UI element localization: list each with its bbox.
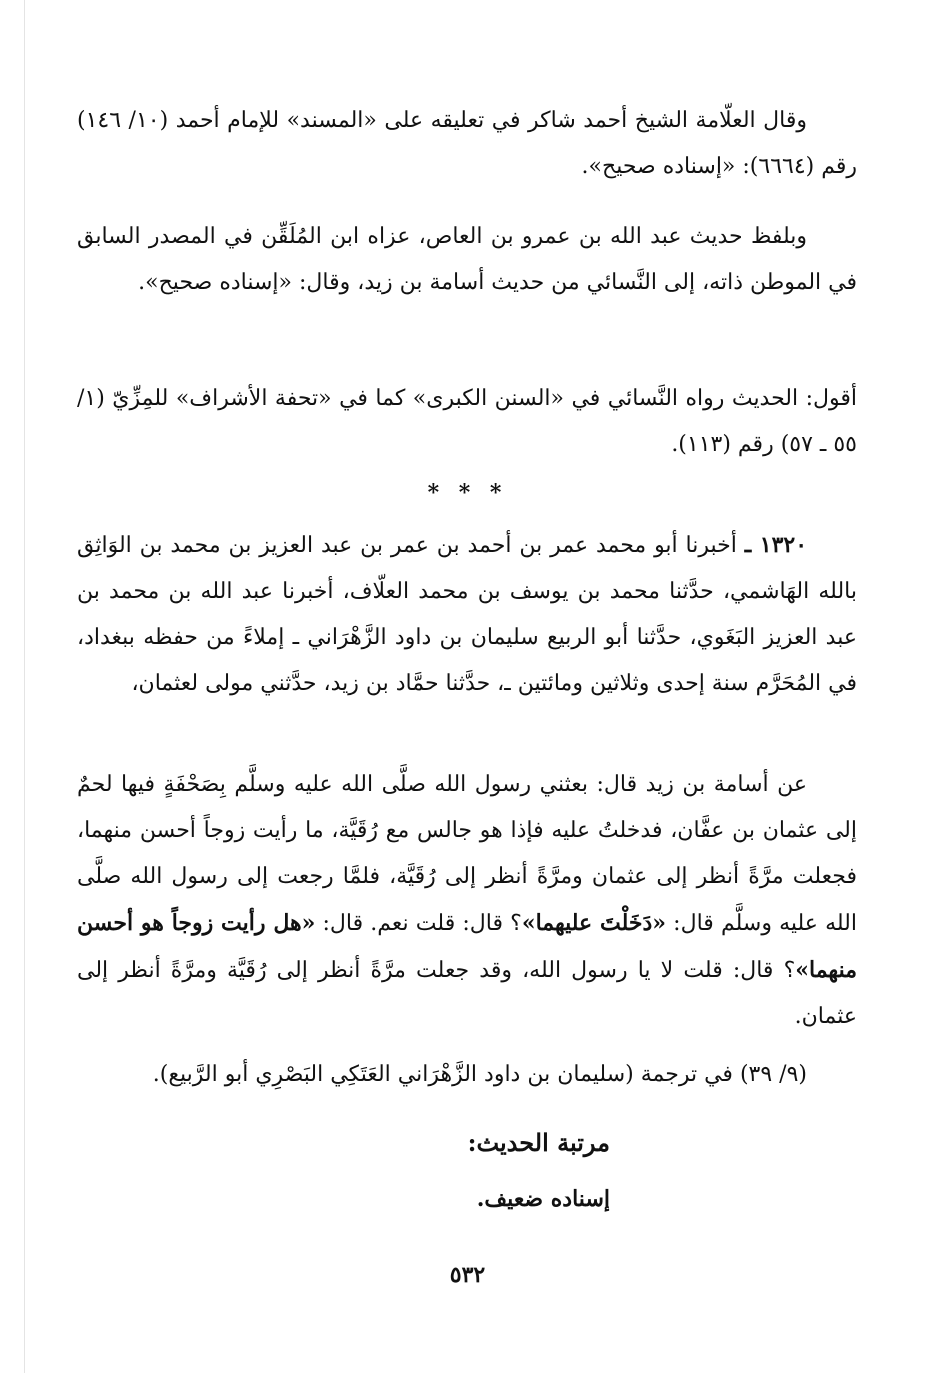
- section-separator: * * *: [427, 480, 508, 506]
- paragraph-reference: [77, 1052, 857, 1098]
- paragraph-nasai: [77, 376, 857, 468]
- scan-edge-line: [24, 0, 25, 1373]
- paragraph-ibn-mulaqqin: [77, 214, 857, 306]
- paragraph-text: وقال العلّامة الشيخ أحمد شاكر في تعليقه على «المسند» للإمام أحمد (١٠/ ١٤٦) رقم (٦٦٦٤): «إسناده صحيح».: [77, 108, 857, 179]
- quote-seen: «هل رأيت زوجاً هو أحسن منهما»: [77, 910, 857, 983]
- paragraph-isnad: [77, 522, 857, 707]
- page-number: ٥٣٢: [449, 1262, 486, 1288]
- grade-value: إسناده ضعيف.: [476, 1186, 610, 1212]
- paragraph-text: (٩/ ٣٩) في ترجمة (سليمان بن داود الزَّهْرَاني العَتَكِي البَصْرِي أبو الرَّبيع).: [152, 1062, 807, 1087]
- paragraph-text: أخبرنا أبو محمد عمر بن أحمد بن عمر بن عبد العزيز بن محمد بن الوَاثِق بالله الهَاشمي، حدَّثنا محمد بن يوسف بن محمد العلّاف، أخبرنا عبد الله بن محمد بن عبد العزيز البَغَوي، حدَّثنا أبو الربيع سليمان بن داود الزَّهْرَاني ـ إملاءً من حفظه ببغداد، في المُحَرَّم سنة إحدى وثلاثين ومائتين ـ، حدَّثنا حمَّاد بن زيد، حدَّثني مولى لعثمان،: [77, 533, 857, 696]
- paragraph-shakir: [77, 98, 857, 190]
- paragraph-text: أقول: الحديث رواه النَّسائي في «السنن الكبرى» كما في «تحفة الأشراف» للمِزِّيّ (١/ ٥٥ ـ ٥٧) رقم (١١٣).: [77, 386, 857, 457]
- paragraph-text: عن أسامة بن زيد قال: بعثني رسول الله صلَّى الله عليه وسلَّم بِصَحْفَةٍ فيها لحمٌ إلى عثمان بن عفَّان، فدخلتُ عليه فإذا هو جالس مع رُقَيَّة، ما رأيت زوجاً أحسن منهما، فجعلت مرَّةً أنظر إلى عثمان ومرَّةً أنظر إلى رُقَيَّة، فلمَّا رجعت إلى رسول الله صلَّى الله عليه وسلَّم قال:: [77, 772, 857, 936]
- paragraph-text: ؟ قال: قلت لا يا رسول الله، وقد جعلت مرَّةً أنظر إلى رُقَيَّة ومرَّةً أنظر إلى عثمان.: [77, 958, 857, 1029]
- quote-entered: «دَخَلْتَ عليهما»: [521, 910, 667, 936]
- paragraph-matn: [77, 762, 857, 1040]
- hadith-number: ١٣٢٠ ـ: [744, 532, 808, 558]
- paragraph-text: ؟ قال: قلت نعم. قال:: [315, 911, 522, 936]
- grade-heading: مرتبة الحديث:: [467, 1128, 610, 1157]
- paragraph-text: وبلفظ حديث عبد الله بن عمرو بن العاص، عزاه ابن المُلَقِّن في المصدر السابق في الموطن ذاته، إلى النَّسائي من حديث أسامة بن زيد، وقال: «إسناده صحيح».: [77, 224, 857, 295]
